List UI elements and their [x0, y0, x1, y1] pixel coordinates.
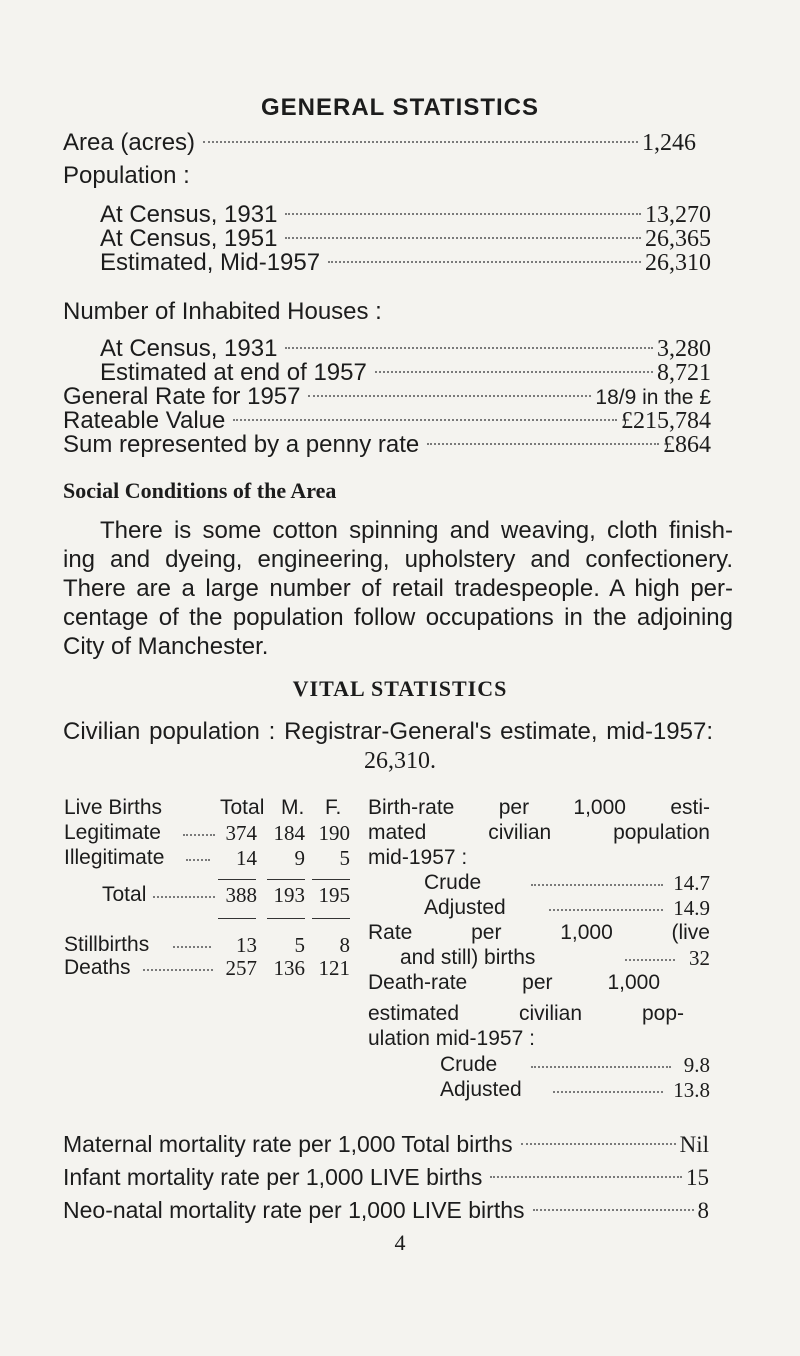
birth-crude-label: Crude — [424, 871, 482, 894]
paragraph-line: City of Manchester. — [63, 633, 269, 660]
table-cell-m: 5 — [294, 933, 305, 957]
mortality-label: Maternal mortality rate per 1,000 Total births — [63, 1131, 513, 1157]
total-header: Total — [220, 796, 265, 819]
rateable-value-label: Rateable Value — [63, 407, 226, 434]
general-rate-label: General Rate for 1957 — [63, 383, 301, 410]
birth-rate-line: mated civilian population — [368, 821, 710, 844]
birth-rate-line: Birth-rate per 1,000 esti- — [368, 796, 710, 819]
death-adjusted-label: Adjusted — [440, 1078, 522, 1101]
population-row-label: At Census, 1931 — [100, 201, 278, 228]
houses-row-label: Estimated at end of 1957 — [100, 359, 367, 386]
leader-dots — [186, 859, 210, 861]
table-row-label: Legitimate — [64, 821, 161, 844]
male-header: M. — [281, 796, 305, 819]
page-number: 4 — [394, 1230, 406, 1255]
paragraph-line: There is some cotton spinning and weaving, cloth finish- — [100, 517, 733, 544]
death-crude-label: Crude — [440, 1053, 498, 1076]
table-cell-total: 257 — [225, 956, 257, 980]
penny-rate-row — [63, 430, 711, 460]
table-cell-f: 8 — [339, 933, 350, 957]
general-statistics-title: GENERAL STATISTICS — [260, 94, 539, 121]
rateable-value-value: £215,784 — [621, 408, 711, 434]
birth-adjusted-value: 14.9 — [673, 896, 710, 920]
paragraph-line: centage of the population follow occupations in the adjoining — [63, 604, 733, 631]
population-label: Population : — [63, 162, 190, 189]
social-conditions-paragraph — [63, 516, 733, 661]
leader-dots — [153, 896, 215, 898]
mortality-label: Infant mortality rate per 1,000 LIVE births — [63, 1164, 483, 1190]
table-cell-total: 374 — [225, 821, 257, 845]
penny-rate-value: £864 — [663, 432, 711, 458]
leader-dots — [173, 946, 211, 948]
social-conditions-heading: Social Conditions of the Area — [63, 478, 337, 503]
table-row-label: Total — [102, 883, 147, 906]
vital-statistics-title: VITAL STATISTICS — [292, 676, 508, 701]
table-row-label: Stillbirths — [64, 933, 150, 956]
mortality-label: Neo-natal mortality rate per 1,000 LIVE births — [63, 1197, 525, 1223]
leader-dots — [285, 237, 641, 239]
female-header: F. — [325, 796, 342, 819]
table-cell-m: 193 — [273, 883, 305, 907]
leader-dots — [490, 1176, 682, 1178]
leader-dots — [521, 1143, 676, 1145]
table-row-label: Illegitimate — [64, 846, 165, 869]
death-rate-line: ulation mid-1957 : — [368, 1027, 535, 1050]
leader-dots — [308, 395, 591, 397]
population-row — [100, 248, 711, 278]
maternal-mortality-row — [63, 1129, 709, 1160]
birth-adjusted-label: Adjusted — [424, 896, 506, 919]
leader-dots — [143, 969, 213, 971]
table-cell-m: 9 — [294, 846, 305, 870]
population-row-label: Estimated, Mid-1957 — [100, 249, 321, 276]
area-label: Area (acres) — [63, 129, 196, 156]
leader-dots — [285, 213, 641, 215]
table-row-label: Deaths — [64, 956, 131, 979]
table-cell-m: 136 — [273, 956, 305, 980]
sum-rule — [312, 879, 350, 880]
general-rate-value: 18/9 in the £ — [595, 386, 711, 409]
leader-dots — [375, 371, 653, 373]
death-crude-value: 9.8 — [683, 1053, 710, 1077]
leader-dots — [533, 1209, 694, 1211]
table-cell-total: 14 — [236, 846, 257, 870]
houses-row-value: 3,280 — [657, 336, 711, 362]
leader-dots — [285, 347, 653, 349]
death-rate-line: estimated civilian pop- — [368, 1002, 684, 1025]
paragraph-line: There are a large number of retail tradespeople. A high per- — [63, 575, 733, 602]
mortality-value: 15 — [686, 1165, 709, 1190]
still-rate-line: and still) births — [400, 946, 536, 969]
table-cell-total: 13 — [236, 933, 257, 957]
infant-mortality-row — [63, 1162, 709, 1193]
civilian-population-value: 26,310. — [364, 748, 436, 774]
leader-dots — [183, 834, 215, 836]
mortality-value: 8 — [697, 1198, 709, 1223]
sum-rule — [267, 879, 305, 880]
houses-row-label: At Census, 1931 — [100, 335, 278, 362]
houses-label: Number of Inhabited Houses : — [63, 298, 382, 325]
penny-rate-label: Sum represented by a penny rate — [63, 431, 420, 458]
table-cell-f: 5 — [339, 846, 350, 870]
sum-rule — [218, 918, 256, 919]
leader-dots — [427, 443, 659, 445]
sum-rule — [218, 879, 256, 880]
population-row-label: At Census, 1951 — [100, 225, 278, 252]
houses-row-value: 8,721 — [657, 360, 711, 386]
sum-rule — [267, 918, 305, 919]
still-rate-line: Rate per 1,000 (live — [368, 921, 710, 944]
death-adjusted-value: 13.8 — [673, 1078, 710, 1102]
table-cell-m: 184 — [273, 821, 305, 845]
table-cell-f: 121 — [318, 956, 350, 980]
leader-dots — [203, 141, 638, 143]
table-cell-total: 388 — [225, 883, 257, 907]
live-births-header: Live Births — [64, 796, 163, 819]
still-rate-value: 32 — [689, 946, 710, 970]
birth-rate-line: mid-1957 : — [368, 846, 468, 869]
death-rate-line: Death-rate per 1,000 — [368, 971, 660, 994]
table-cell-f: 195 — [318, 883, 350, 907]
neo-natal-mortality-row — [63, 1195, 709, 1226]
paragraph-line: ing and dyeing, engineering, upholstery and confectionery. — [63, 546, 733, 573]
population-row-value: 13,270 — [645, 202, 711, 228]
mortality-value: Nil — [679, 1132, 709, 1157]
civilian-population-line: Civilian population : Registrar-General's estimate, mid-1957: — [63, 718, 713, 745]
leader-dots — [233, 419, 617, 421]
population-row-value: 26,310 — [645, 250, 711, 276]
area-value: 1,246 — [642, 130, 696, 156]
population-row-value: 26,365 — [645, 226, 711, 252]
birth-crude-value: 14.7 — [673, 871, 710, 895]
sum-rule — [312, 918, 350, 919]
leader-dots — [328, 261, 641, 263]
area-row — [63, 128, 696, 158]
table-cell-f: 190 — [318, 821, 350, 845]
